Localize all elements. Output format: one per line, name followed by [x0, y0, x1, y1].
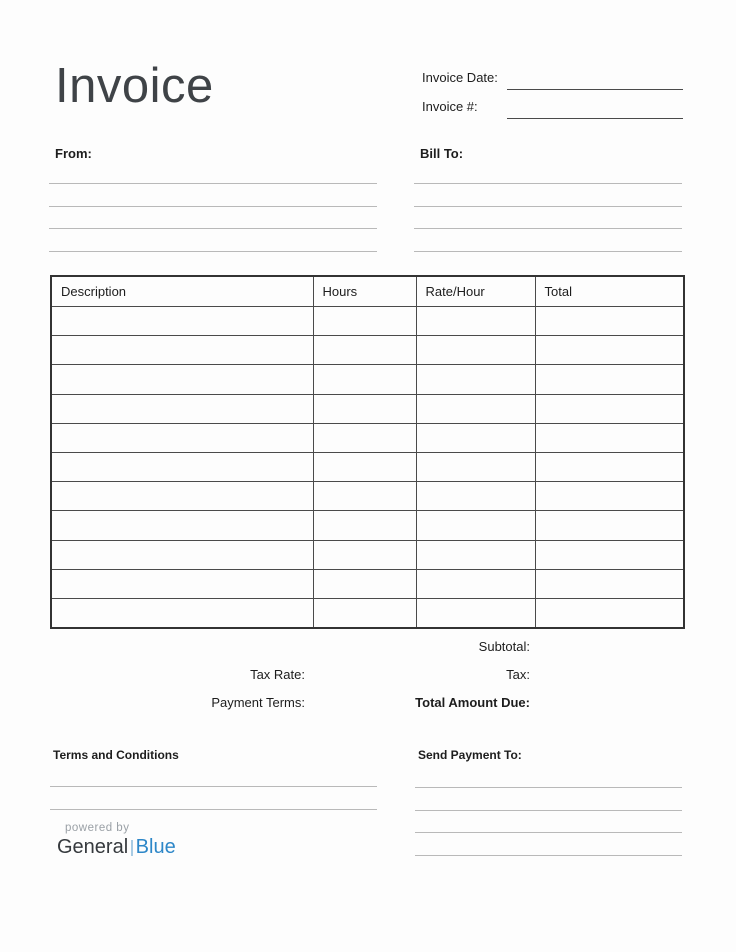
- table-cell: [535, 365, 684, 394]
- table-cell: [313, 394, 416, 423]
- table-cell: [313, 365, 416, 394]
- table-cell: [313, 511, 416, 540]
- table-cell: [51, 511, 313, 540]
- general-blue-logo: [57, 836, 176, 859]
- fill-in-line: [50, 809, 377, 810]
- table-cell: [51, 336, 313, 365]
- table-row: [51, 336, 684, 365]
- table-cell: [535, 307, 684, 336]
- table-cell: [535, 511, 684, 540]
- total-amount-due-label: Total Amount Due:: [415, 695, 530, 710]
- table-cell: [51, 365, 313, 394]
- column-header-total: Total: [535, 276, 684, 307]
- send-payment-blank-lines: [415, 787, 682, 877]
- table-cell: [51, 394, 313, 423]
- tax-label: Tax:: [506, 667, 530, 682]
- tax-rate-label: Tax Rate:: [250, 667, 305, 682]
- table-cell: [313, 598, 416, 628]
- invoice-date-label: Invoice Date:: [422, 70, 498, 85]
- table-cell: [313, 336, 416, 365]
- table-row: [51, 394, 684, 423]
- table-cell: [313, 423, 416, 452]
- table-cell: [313, 452, 416, 481]
- payment-terms-label: Payment Terms:: [211, 695, 305, 710]
- logo-text-general: General: [57, 836, 129, 858]
- terms-and-conditions-label: Terms and Conditions: [53, 748, 179, 762]
- line-items-table: [50, 275, 685, 629]
- logo-text-blue: Blue: [135, 836, 176, 858]
- table-cell: [416, 307, 535, 336]
- table-row: [51, 452, 684, 481]
- from-blank-lines: [49, 183, 377, 273]
- table-cell: [535, 540, 684, 569]
- fill-in-line: [49, 228, 377, 229]
- fill-in-line: [50, 786, 377, 787]
- table-cell: [535, 482, 684, 511]
- table-cell: [51, 452, 313, 481]
- table-row: [51, 423, 684, 452]
- invoice-date-fill-line: [507, 89, 683, 90]
- line-items-body: [51, 307, 684, 629]
- table-cell: [535, 336, 684, 365]
- table-cell: [416, 394, 535, 423]
- fill-in-line: [414, 183, 682, 184]
- table-cell: [51, 569, 313, 598]
- column-header-description: Description: [51, 276, 313, 307]
- table-cell: [535, 598, 684, 628]
- table-header-row: [51, 276, 684, 307]
- invoice-number-fill-line: [507, 118, 683, 119]
- table-row: [51, 365, 684, 394]
- fill-in-line: [414, 251, 682, 252]
- table-cell: [416, 452, 535, 481]
- table-cell: [416, 598, 535, 628]
- table-cell: [51, 307, 313, 336]
- table-cell: [313, 569, 416, 598]
- table-row: [51, 482, 684, 511]
- logo-separator: [131, 840, 133, 856]
- table-row: [51, 598, 684, 628]
- fill-in-line: [415, 832, 682, 833]
- table-cell: [51, 540, 313, 569]
- table-cell: [416, 569, 535, 598]
- fill-in-line: [49, 251, 377, 252]
- table-row: [51, 307, 684, 336]
- fill-in-line: [49, 183, 377, 184]
- table-cell: [535, 452, 684, 481]
- table-cell: [51, 423, 313, 452]
- table-cell: [416, 365, 535, 394]
- bill-to-blank-lines: [414, 183, 682, 273]
- table-cell: [535, 569, 684, 598]
- table-cell: [313, 540, 416, 569]
- invoice-number-label: Invoice #:: [422, 99, 478, 114]
- table-row: [51, 540, 684, 569]
- table-row: [51, 569, 684, 598]
- page-title: Invoice: [55, 59, 214, 113]
- table-cell: [535, 423, 684, 452]
- fill-in-line: [415, 810, 682, 811]
- subtotal-label: Subtotal:: [478, 639, 530, 654]
- fill-in-line: [414, 228, 682, 229]
- table-cell: [416, 511, 535, 540]
- send-payment-to-label: Send Payment To:: [418, 748, 522, 762]
- table-cell: [51, 482, 313, 511]
- table-cell: [535, 394, 684, 423]
- table-row: [51, 511, 684, 540]
- bill-to-label: Bill To:: [420, 146, 464, 161]
- table-cell: [313, 482, 416, 511]
- powered-by-text: powered by: [65, 822, 130, 834]
- fill-in-line: [415, 855, 682, 856]
- table-cell: [416, 336, 535, 365]
- table-cell: [416, 540, 535, 569]
- from-label: From:: [55, 146, 92, 161]
- table-cell: [313, 307, 416, 336]
- fill-in-line: [414, 206, 682, 207]
- column-header-hours: Hours: [313, 276, 416, 307]
- table-cell: [51, 598, 313, 628]
- column-header-rate-hour: Rate/Hour: [416, 276, 535, 307]
- fill-in-line: [49, 206, 377, 207]
- fill-in-line: [415, 787, 682, 788]
- table-cell: [416, 482, 535, 511]
- table-cell: [416, 423, 535, 452]
